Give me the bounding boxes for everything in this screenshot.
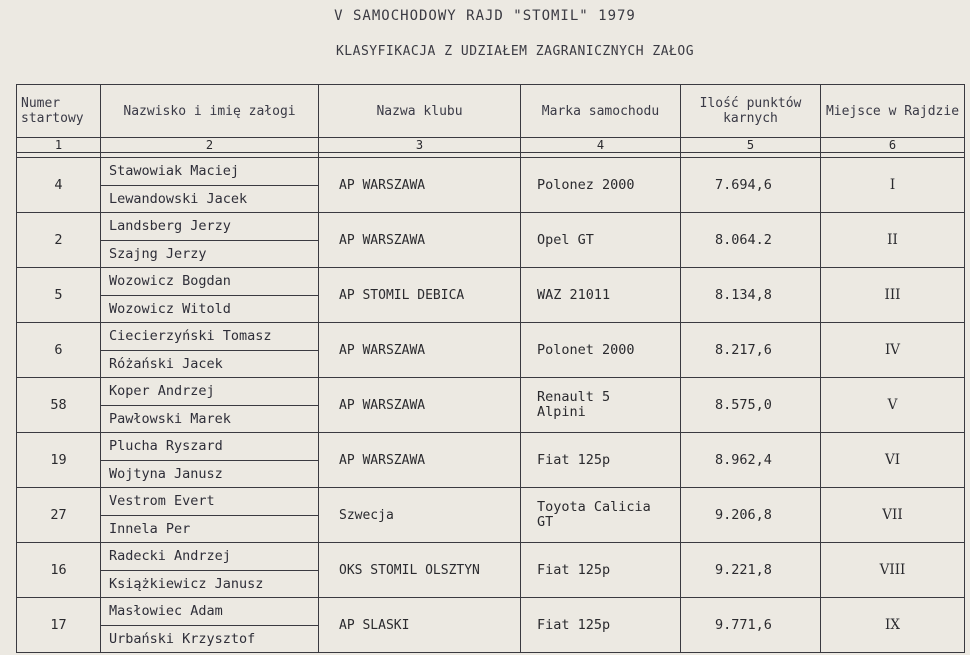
header-row <box>17 85 965 138</box>
car-make: Fiat 125p <box>521 543 681 598</box>
header-points <box>681 85 821 138</box>
header-club <box>319 85 521 138</box>
car-make: Toyota Calicia GT <box>521 488 681 543</box>
table-row <box>17 598 965 653</box>
start-number: 19 <box>17 433 101 488</box>
rally-place: IX <box>821 598 965 653</box>
penalty-points: 9.221,8 <box>681 543 821 598</box>
car-make: Polonet 2000 <box>521 323 681 378</box>
classification-table-wrapper <box>16 84 964 653</box>
club-name: AP WARSZAWA <box>319 213 521 268</box>
crew-driver: Plucha Ryszard <box>101 433 319 461</box>
car-make: Renault 5 Alpini <box>521 378 681 433</box>
crew-cell <box>101 378 319 433</box>
crew-cell <box>101 598 319 653</box>
table-row <box>17 268 965 323</box>
crew-codriver: Wozowicz Witold <box>109 300 231 317</box>
header-label: Miejsce w Rajdzie <box>825 103 960 119</box>
classification-table <box>16 84 965 653</box>
car-make: WAZ 21011 <box>521 268 681 323</box>
penalty-points: 8.217,6 <box>681 323 821 378</box>
car-make: Opel GT <box>521 213 681 268</box>
table-row <box>17 158 965 213</box>
crew-codriver: Lewandowski Jacek <box>109 190 248 207</box>
table-body <box>17 158 965 653</box>
header-crew <box>101 85 319 138</box>
rally-place: VI <box>821 433 965 488</box>
column-number-row <box>17 138 965 153</box>
column-number: 3 <box>319 138 521 153</box>
car-make: Fiat 125p <box>521 433 681 488</box>
crew-driver: Koper Andrzej <box>101 378 319 406</box>
table-row <box>17 433 965 488</box>
header-label: Nazwisko i imię załogi <box>123 103 296 119</box>
penalty-points: 8.134,8 <box>681 268 821 323</box>
column-number: 4 <box>521 138 681 153</box>
crew-driver: Stawowiak Maciej <box>101 158 319 186</box>
penalty-points: 9.771,6 <box>681 598 821 653</box>
start-number: 2 <box>17 213 101 268</box>
header-label: Nazwa klubu <box>376 103 463 119</box>
table-row <box>17 213 965 268</box>
crew-codriver: Innela Per <box>109 520 191 537</box>
penalty-points: 8.962,4 <box>681 433 821 488</box>
penalty-points: 8.064.2 <box>681 213 821 268</box>
crew-driver: Masłowiec Adam <box>101 598 319 626</box>
column-number: 2 <box>101 138 319 153</box>
start-number: 6 <box>17 323 101 378</box>
crew-cell <box>101 488 319 543</box>
header-place <box>821 85 965 138</box>
crew-cell <box>101 268 319 323</box>
crew-cell <box>101 433 319 488</box>
rally-place: V <box>821 378 965 433</box>
start-number: 27 <box>17 488 101 543</box>
start-number: 4 <box>17 158 101 213</box>
crew-driver: Wozowicz Bogdan <box>101 268 319 296</box>
club-name: AP STOMIL DEBICA <box>319 268 521 323</box>
rally-place: VIII <box>821 543 965 598</box>
start-number: 58 <box>17 378 101 433</box>
crew-cell <box>101 213 319 268</box>
crew-codriver: Szajng Jerzy <box>109 245 207 262</box>
column-number: 6 <box>821 138 965 153</box>
car-make: Fiat 125p <box>521 598 681 653</box>
club-name: AP SLASKI <box>319 598 521 653</box>
table-row <box>17 378 965 433</box>
club-name: AP WARSZAWA <box>319 323 521 378</box>
column-number: 5 <box>681 138 821 153</box>
crew-cell <box>101 158 319 213</box>
club-name: AP WARSZAWA <box>319 158 521 213</box>
start-number: 5 <box>17 268 101 323</box>
table-row <box>17 488 965 543</box>
crew-driver: Landsberg Jerzy <box>101 213 319 241</box>
header-label: Ilość punktów karnych <box>699 96 802 126</box>
rally-place: IV <box>821 323 965 378</box>
penalty-points: 7.694,6 <box>681 158 821 213</box>
crew-codriver: Pawłowski Marek <box>109 410 231 427</box>
document-title: V SAMOCHODOWY RAJD "STOMIL" 1979 <box>334 8 636 24</box>
crew-codriver: Urbański Krzysztof <box>109 630 256 647</box>
penalty-points: 8.575,0 <box>681 378 821 433</box>
table-row <box>17 543 965 598</box>
start-number: 16 <box>17 543 101 598</box>
crew-driver: Ciecierzyński Tomasz <box>101 323 319 351</box>
crew-driver: Vestrom Evert <box>101 488 319 516</box>
club-name: OKS STOMIL OLSZTYN <box>319 543 521 598</box>
column-number: 1 <box>17 138 101 153</box>
document-subtitle: KLASYFIKACJA Z UDZIAŁEM ZAGRANICZNYCH ZAŁOG <box>335 44 695 59</box>
rally-place: I <box>821 158 965 213</box>
crew-driver: Radecki Andrzej <box>101 543 319 571</box>
table-row <box>17 323 965 378</box>
rally-place: II <box>821 213 965 268</box>
club-name: Szwecja <box>319 488 521 543</box>
crew-cell <box>101 323 319 378</box>
header-start-number <box>17 85 101 138</box>
header-label: Marka samochodu <box>541 103 660 119</box>
club-name: AP WARSZAWA <box>319 433 521 488</box>
crew-codriver: Wojtyna Janusz <box>109 465 223 482</box>
rally-place: III <box>821 268 965 323</box>
header-label: Numer startowy <box>21 96 84 126</box>
penalty-points: 9.206,8 <box>681 488 821 543</box>
rally-place: VII <box>821 488 965 543</box>
crew-codriver: Książkiewicz Janusz <box>109 575 264 592</box>
start-number: 17 <box>17 598 101 653</box>
header-car <box>521 85 681 138</box>
car-make: Polonez 2000 <box>521 158 681 213</box>
crew-cell <box>101 543 319 598</box>
club-name: AP WARSZAWA <box>319 378 521 433</box>
crew-codriver: Różański Jacek <box>109 355 223 372</box>
